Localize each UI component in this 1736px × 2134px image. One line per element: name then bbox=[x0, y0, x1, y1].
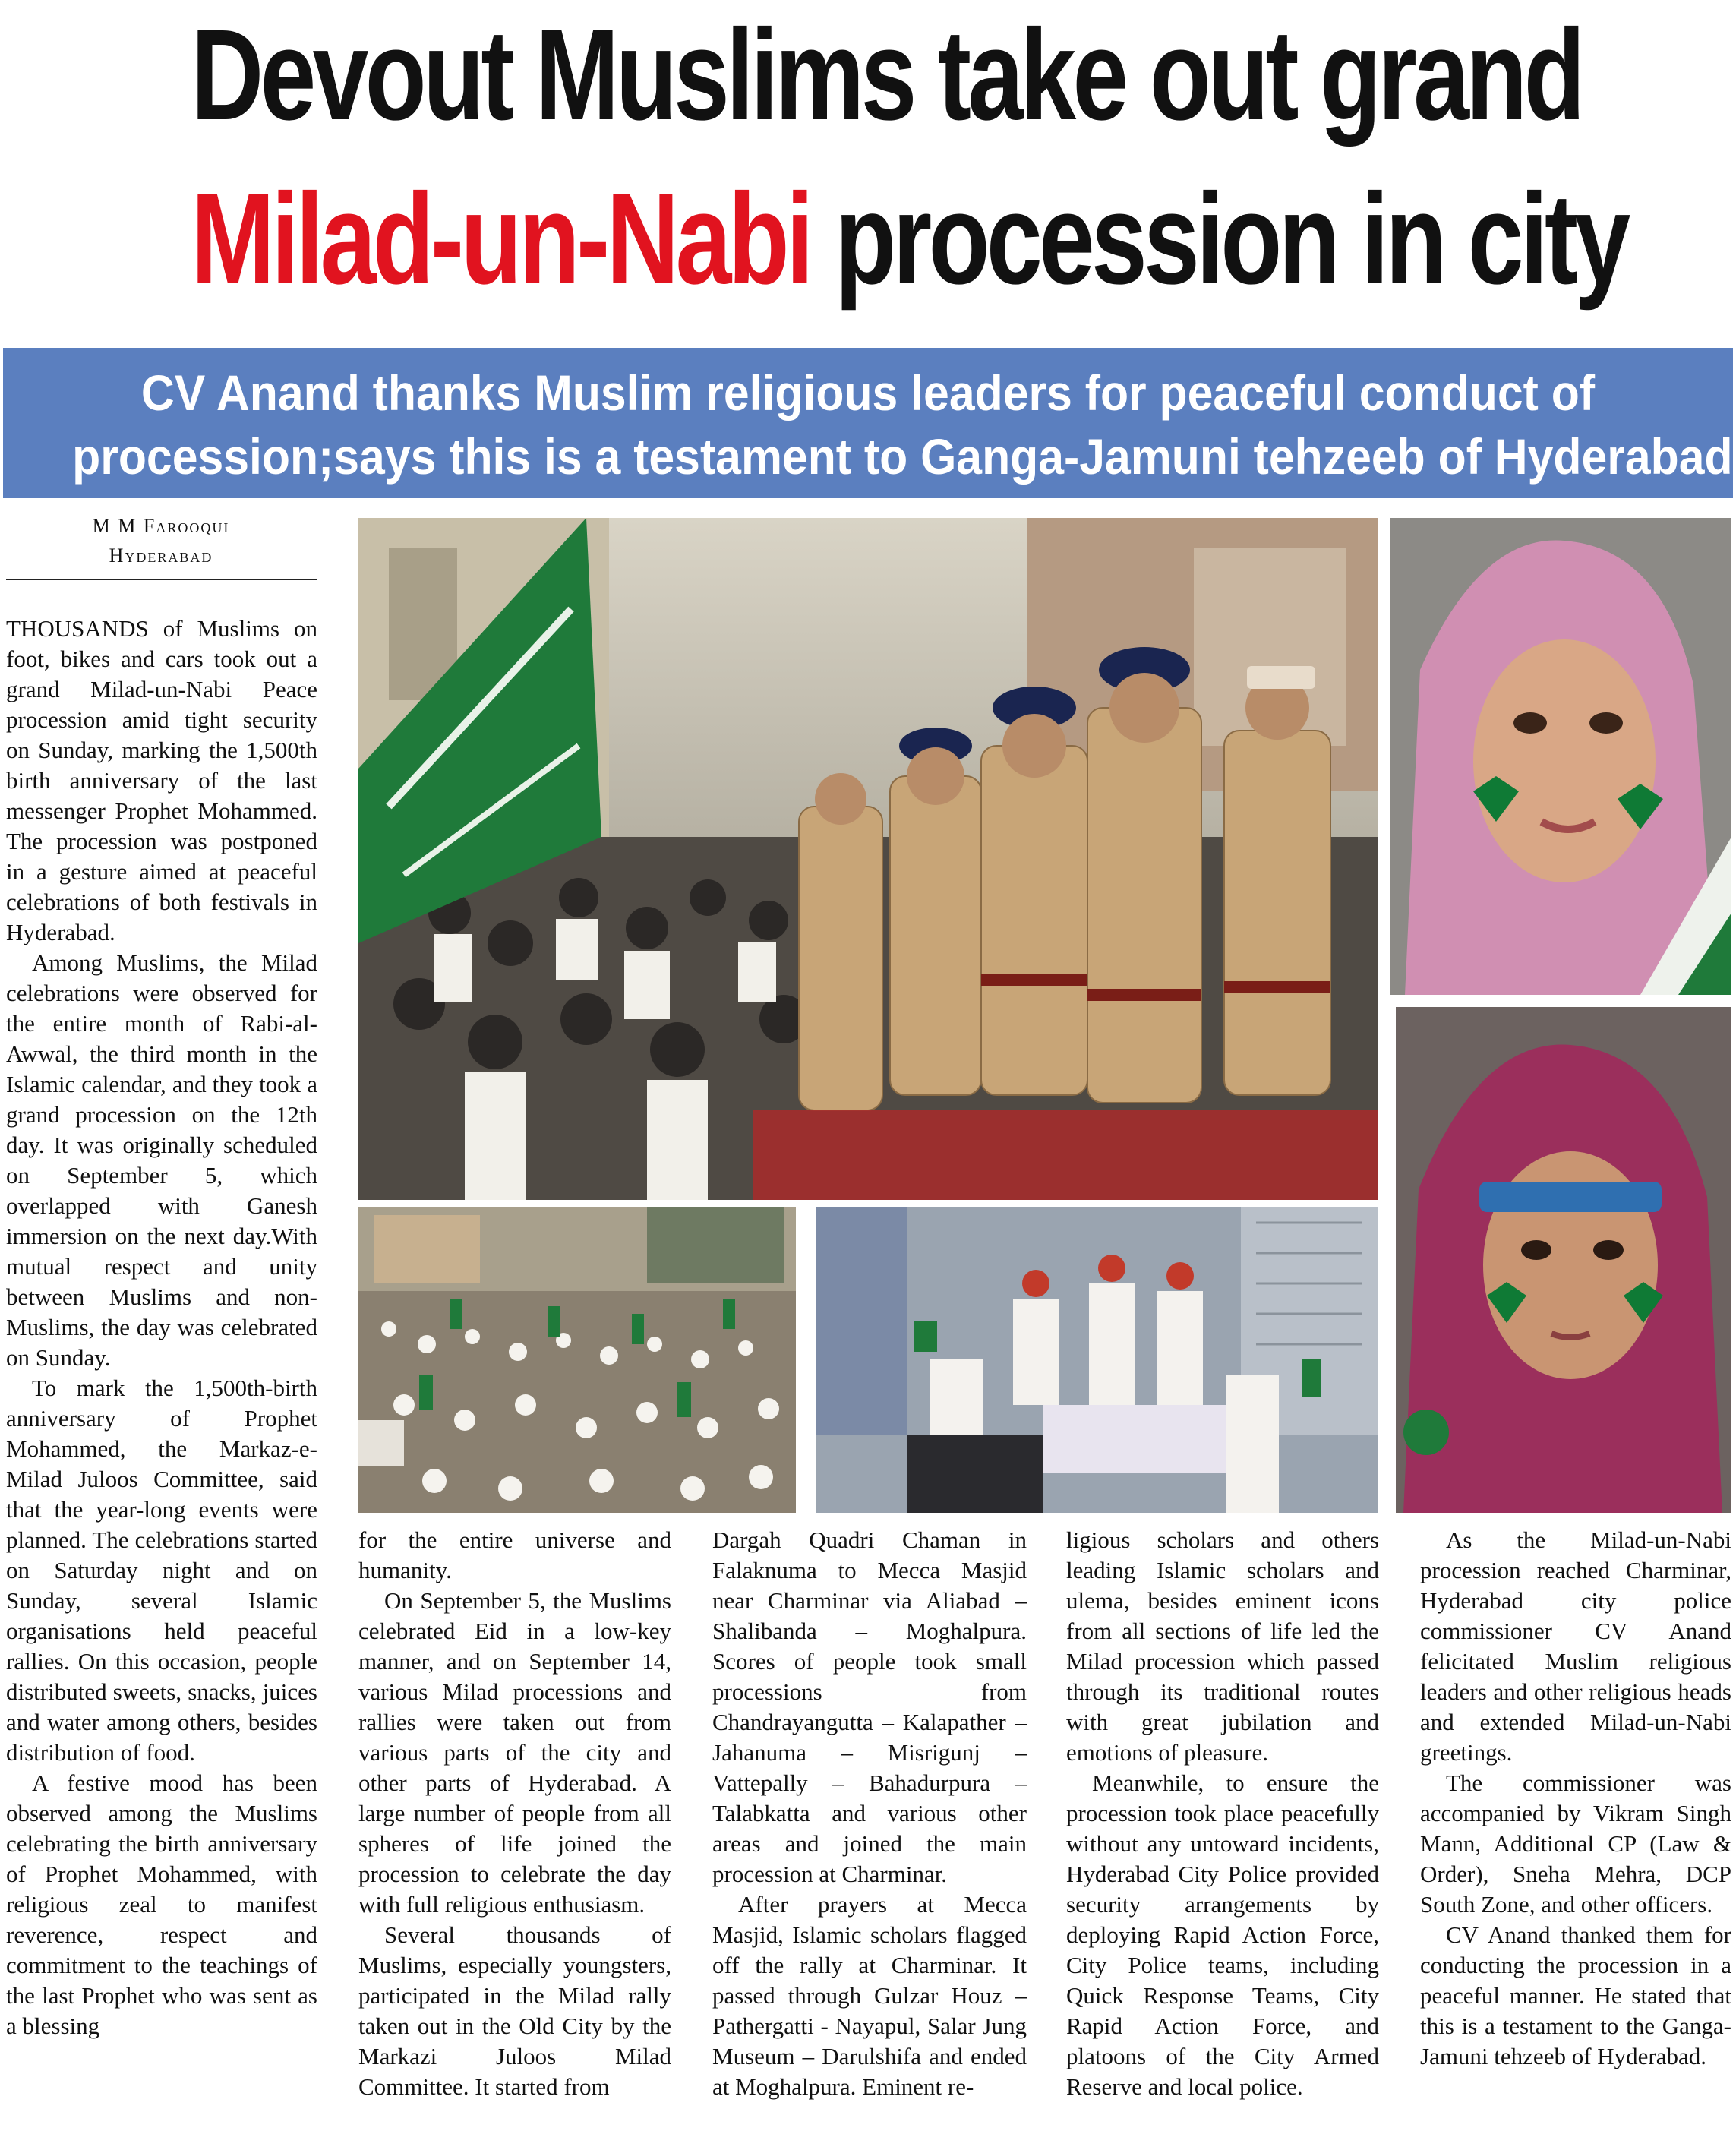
paragraph: Several thousands of Muslims, especially youngsters, participated in the Milad rally taken out in the Old City by the Markazi Juloos Milad Committee. It started from bbox=[358, 1921, 671, 2100]
stage-leaders-art bbox=[816, 1207, 1378, 1513]
article-column-4 bbox=[1066, 1525, 1379, 2132]
paragraph: THOUSANDS of Muslims on foot, bikes and cars took out a grand Milad-un-Nabi Peace procession amid tight security on Sunday, marking the 1,500th birth anniversary of the last messenger Prophet Mohammed. The procession was postponed in a gesture aimed at peaceful celebrations of both festivals in Hyderabad. bbox=[6, 615, 317, 945]
stage-leaders-photo bbox=[816, 1207, 1378, 1513]
girl-maroon-scarf-photo bbox=[1396, 1007, 1731, 1513]
paragraph: Dargah Quadri Chaman in Falaknuma to Mecca Masjid near Charminar via Aliabad – Shalibanda – Moghalpura. Scores of people took small processions from Chandrayangutta – Kalapather – Jahanuma – Misrigunj – Vattepally – Bahadurpura – Talabkatta and various other areas and joined the main procession at Charminar. bbox=[712, 1526, 1027, 1887]
subheadline-line-2: procession;says this is a testament to Ganga-Jamuni tehzeeb of Hyderabad bbox=[72, 428, 1733, 485]
crowd-street-art bbox=[358, 1207, 796, 1513]
paragraph: CV Anand thanked them for conducting the procession in a peaceful manner. He stated that this is a testament to the Ganga-Jamuni tehzeeb of Hyderabad. bbox=[1420, 1921, 1731, 2069]
paragraph: A festive mood has been observed among the Muslims celebrating the birth anniversary of Prophet Mohammed, with religious zeal to manifest reverence, respect and commitment to the teachings of the last Prophet who was sent as a blessing bbox=[6, 1769, 317, 2039]
headline-line-2 bbox=[191, 167, 1627, 311]
police-officers-photo-art bbox=[358, 518, 1378, 1200]
paragraph: As the Milad-un-Nabi procession reached Charminar, Hyderabad city police commissioner CV Anand felicitated Muslim religious leaders and other religious heads and extended Milad-un-Nabi greetings. bbox=[1420, 1526, 1731, 1766]
paragraph: The commissioner was accompanied by Vikram Singh Mann, Additional CP (Law & Order), Sneha Mehra, DCP South Zone, and other officers. bbox=[1420, 1769, 1731, 1918]
headline-rest: procession in city bbox=[810, 167, 1627, 311]
paragraph: On September 5, the Muslims celebrated Eid in a low-key manner, and on September 14, various Milad processions and rallies were taken out from various parts of the city and other parts of Hyderabad. A large number of people from all spheres of life joined the procession to celebrate the day with full religious enthusiasm. bbox=[358, 1587, 671, 1918]
paragraph: After prayers at Mecca Masjid, Islamic scholars flagged off the rally at Charminar. It passed through Gulzar Houz – Pathergatti - Nayapul, Salar Jung Museum – Darulshifa and ended at Moghalpura. Eminent re- bbox=[712, 1891, 1027, 2100]
paragraph: Among Muslims, the Milad celebrations were observed for the entire month of Rabi-al-Awwal, the third month in the Islamic calendar, and they took a grand procession on the 12th day. It was originally scheduled on September 5, which overlapped with Ganesh immersion on the next day.With mutual respect and unity between Muslims and non-Muslims, the day was celebrated on Sunday. bbox=[6, 949, 317, 1371]
headline-line-1: Devout Muslims take out grand bbox=[191, 3, 1582, 147]
main-photo bbox=[358, 518, 1378, 1200]
crowd-street-photo bbox=[358, 1207, 796, 1513]
byline-author: M M Farooqui bbox=[92, 515, 230, 537]
paragraph: for the entire universe and humanity. bbox=[358, 1526, 671, 1583]
paragraph: ligious scholars and others leading Islamic scholars and ulema, besides eminent icons from all sections of life led the Milad procession which passed through its traditional routes with great jubilation and emotions of pleasure. bbox=[1066, 1526, 1379, 1766]
girl-pink-scarf-art bbox=[1390, 518, 1731, 995]
headline-highlight: Milad-un-Nabi bbox=[191, 167, 811, 311]
girl-maroon-scarf-art bbox=[1396, 1007, 1731, 1513]
paragraph: To mark the 1,500th-birth anniversary of Prophet Mohammed, the Markaz-e-Milad Juloos Committee, said that the year-long events were planned. The celebrations started on Saturday night and on Sunday, several Islamic organisations held peaceful rallies. On this occasion, people distributed sweets, snacks, juices and water among others, besides distribution of food. bbox=[6, 1375, 317, 1766]
subheadline-banner bbox=[3, 348, 1733, 498]
article-column-1 bbox=[6, 614, 317, 2132]
paragraph: Meanwhile, to ensure the procession took place peacefully without any untoward incidents, Hyderabad City Police provided security arrangements by deploying Rapid Action Force, City Police teams, including Quick Response Teams, City Rapid Action Force, and platoons of the City Armed Reserve and local police. bbox=[1066, 1769, 1379, 2100]
article-column-2 bbox=[358, 1525, 671, 2132]
byline-divider bbox=[6, 579, 317, 580]
article-column-5 bbox=[1420, 1525, 1731, 2132]
subheadline-line-1: CV Anand thanks Muslim religious leaders for peaceful conduct of bbox=[140, 365, 1596, 421]
girl-pink-scarf-photo bbox=[1390, 518, 1731, 995]
byline-place: Hyderabad bbox=[109, 545, 213, 567]
article-column-3 bbox=[712, 1525, 1027, 2132]
